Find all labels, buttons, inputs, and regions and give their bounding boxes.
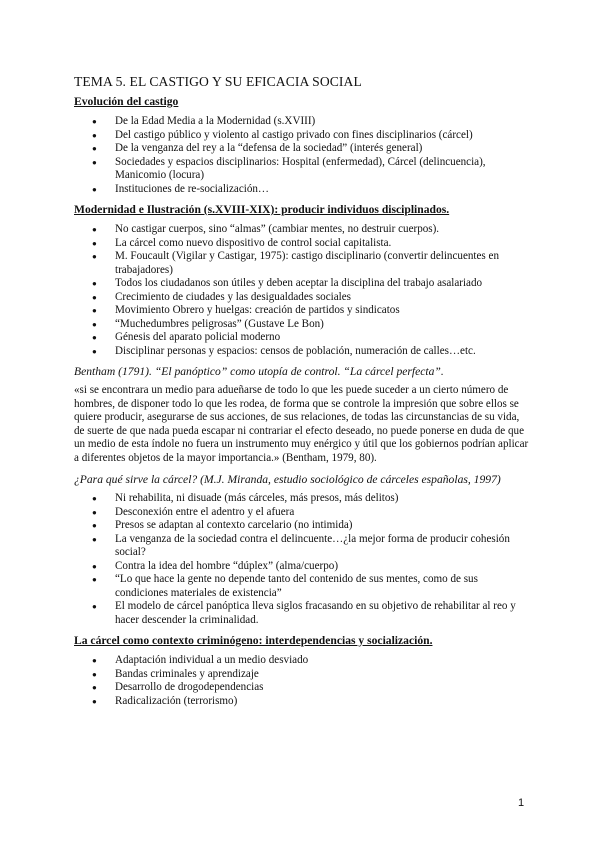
list-item: ● Adaptación individual a un medio desviado <box>115 654 532 668</box>
section-heading-carcel-criminogeno: La cárcel como contexto criminógeno: interdependencias y socialización. <box>74 634 433 647</box>
list-item: ● Radicalización (terrorismo) <box>115 695 532 709</box>
list-item: ● De la Edad Media a la Modernidad (s.XVIII) <box>115 115 532 129</box>
list-item: ● Sociedades y espacios disciplinarios: Hospital (enfermedad), Cárcel (delincuencia), Manicomio (locura) <box>115 156 532 183</box>
section-heading-bentham: Bentham (1791). “El panóptico” como utopía de control. “La cárcel perfecta”. <box>74 365 444 378</box>
list-item: ● Contra la idea del hombre “dúplex” (alma/cuerpo) <box>115 560 532 574</box>
section-heading-modernidad: Modernidad e Ilustración (s.XVIII-XIX): producir individuos disciplinados. <box>74 203 450 216</box>
list-item: ● Ni rehabilita, ni disuade (más cárceles, más presos, más delitos) <box>115 492 532 506</box>
list-item: ● Instituciones de re-socialización… <box>115 183 532 197</box>
section-heading-evolucion: Evolución del castigo <box>74 95 179 108</box>
page-number: 1 <box>518 797 525 809</box>
section-heading-para-que-sirve: ¿Para qué sirve la cárcel? (M.J. Miranda, estudio sociológico de cárceles españolas, 1997) <box>74 473 501 486</box>
list-item: ● Del castigo público y violento al castigo privado con fines disciplinarios (cárcel) <box>115 129 532 143</box>
bullet-list-evolucion <box>74 115 532 196</box>
list-item: ● Desarrollo de drogodependencias <box>115 681 532 695</box>
list-item: ● De la venganza del rey a la “defensa de la sociedad” (interés general) <box>115 142 532 156</box>
list-item: ● No castigar cuerpos, sino “almas” (cambiar mentes, no destruir cuerpos). <box>115 223 532 237</box>
list-item: ● Disciplinar personas y espacios: censos de población, numeración de calles…etc. <box>115 345 532 359</box>
list-item: ● “Lo que hace la gente no depende tanto del contenido de sus mentes, como de sus condiciones materiales de existencia” <box>115 573 532 600</box>
list-item: ● M. Foucault (Vigilar y Castigar, 1975): castigo disciplinario (convertir delincuentes en trabajadores) <box>115 250 532 277</box>
list-item: ● Crecimiento de ciudades y las desigualdades sociales <box>115 291 532 305</box>
list-item: ● Todos los ciudadanos son útiles y deben aceptar la disciplina del trabajo asalariado <box>115 277 532 291</box>
list-item: ● Génesis del aparato policial moderno <box>115 331 532 345</box>
list-item: ● Movimiento Obrero y huelgas: creación de partidos y sindicatos <box>115 304 532 318</box>
list-item: ● La cárcel como nuevo dispositivo de control social capitalista. <box>115 237 532 251</box>
list-item: ● La venganza de la sociedad contra el delincuente…¿la mejor forma de producir cohesión social? <box>115 533 532 560</box>
document-page <box>74 74 532 715</box>
page-title: TEMA 5. EL CASTIGO Y SU EFICACIA SOCIAL <box>74 74 362 89</box>
list-item: ● Desconexión entre el adentro y el afuera <box>115 506 532 520</box>
list-item: ● El modelo de cárcel panóptica lleva siglos fracasando en su objetivo de rehabilitar al reo y hacer descender la criminalidad. <box>115 600 532 627</box>
bentham-quote: «si se encontrara un medio para adueñarse de todo lo que les puede suceder a un cierto número de hombres, de disponer todo lo que les rodea, de forma que se controle la impresión que sobre ellos se quiere producir, asegurarse de sus acciones, de sus relaciones, de todas las circunstancias de su vida, de suerte de que nada pueda escapar ni contrariar el efecto deseado, no puede ponerse en duda de que un medio de esta índole no fuera un instrumento muy enérgico y útil que los gobiernos podrían aplicar a diferentes objetos de la mayor importancia.» (Bentham, 1979, 80). <box>74 384 529 464</box>
bullet-list-modernidad <box>74 223 532 358</box>
list-item: ● Presos se adaptan al contexto carcelario (no intimida) <box>115 519 532 533</box>
list-item: ● “Muchedumbres peligrosas” (Gustave Le Bon) <box>115 318 532 332</box>
list-item: ● Bandas criminales y aprendizaje <box>115 668 532 682</box>
bullet-list-para-que-sirve <box>74 492 532 627</box>
bullet-list-carcel-criminogeno <box>74 654 532 708</box>
